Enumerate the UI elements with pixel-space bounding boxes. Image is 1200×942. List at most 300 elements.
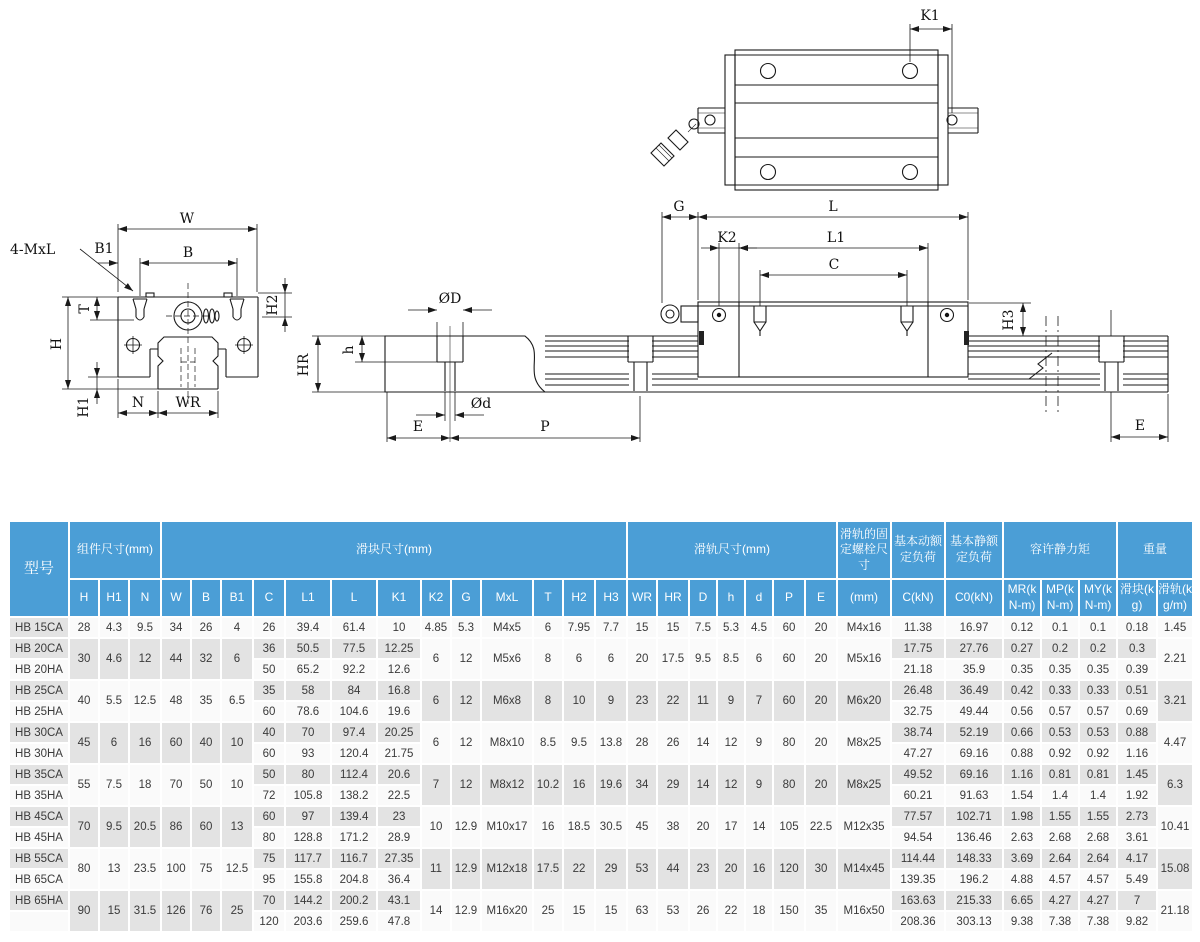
spec-cell: 20 [805, 680, 837, 722]
dim-label-l1: L1 [826, 230, 846, 246]
spec-cell: 23 [377, 806, 421, 827]
spec-cell: 0.35 [1003, 659, 1041, 680]
spec-cell: 163.63 [891, 890, 945, 911]
spec-cell: 29 [657, 764, 689, 806]
spec-cell: 1.16 [1117, 743, 1157, 764]
spec-cell: 23.5 [129, 848, 161, 890]
column-header: T [533, 579, 563, 617]
spec-cell: 17 [717, 806, 745, 848]
column-header: C0(kN) [945, 579, 1003, 617]
spec-cell: 13 [99, 848, 129, 890]
column-header: H3 [595, 579, 627, 617]
spec-cell: 0.88 [1117, 722, 1157, 743]
spec-cell: 0.51 [1117, 680, 1157, 701]
spec-cell: 7.38 [1079, 911, 1117, 932]
column-header: L1 [285, 579, 331, 617]
spec-cell: 9 [595, 680, 627, 722]
spec-cell: 23 [627, 680, 657, 722]
spec-cell: 10 [221, 722, 253, 764]
spec-cell: 14 [689, 764, 717, 806]
spec-cell: 49.52 [891, 764, 945, 785]
spec-cell: 49.44 [945, 701, 1003, 722]
spec-cell: 15 [627, 617, 657, 638]
spec-cell: 32 [191, 638, 221, 680]
spec-table [8, 520, 1194, 933]
spec-cell: 84 [331, 680, 377, 701]
column-header: H2 [563, 579, 595, 617]
spec-cell: 15 [99, 890, 129, 932]
dim-label-b: B [182, 245, 194, 261]
spec-cell: 0.66 [1003, 722, 1041, 743]
spec-cell: 19.6 [377, 701, 421, 722]
dim-label-p: P [540, 419, 550, 435]
spec-cell: 4.5 [745, 617, 773, 638]
spec-cell: M16x20 [481, 890, 533, 932]
model-cell: HB 20CA [9, 638, 69, 659]
spec-cell: 12 [717, 764, 745, 806]
dim-label-k1: K1 [920, 8, 940, 24]
model-cell: HB 20HA [9, 659, 69, 680]
model-cell: HB 65CA [9, 869, 69, 890]
spec-cell: 2.73 [1117, 806, 1157, 827]
spec-cell: 0.18 [1117, 617, 1157, 638]
spec-row [9, 722, 1193, 743]
spec-cell: M4x16 [837, 617, 891, 638]
column-header: P [773, 579, 805, 617]
spec-cell: 70 [253, 890, 285, 911]
spec-cell: 77.57 [891, 806, 945, 827]
spec-cell: M6x20 [837, 680, 891, 722]
spec-cell: 6 [421, 722, 451, 764]
spec-cell: 30 [69, 638, 99, 680]
column-header: MxL [481, 579, 533, 617]
spec-cell: 72 [253, 785, 285, 806]
spec-cell: 2.63 [1003, 827, 1041, 848]
spec-cell: 97.4 [331, 722, 377, 743]
dim-label-h: H [49, 337, 65, 351]
spec-cell: 128.8 [285, 827, 331, 848]
spec-cell: 1.55 [1079, 806, 1117, 827]
spec-cell: 0.1 [1079, 617, 1117, 638]
spec-cell: 12.9 [451, 848, 481, 890]
dim-label-t: T [77, 304, 93, 314]
dim-label-g: G [673, 199, 685, 215]
spec-cell: 13 [221, 806, 253, 848]
spec-cell: 80 [285, 764, 331, 785]
rail-weight-cell: 2.21 [1157, 638, 1193, 680]
column-header: K2 [421, 579, 451, 617]
spec-cell: 28 [627, 722, 657, 764]
spec-row [9, 848, 1193, 869]
spec-cell: 22 [657, 680, 689, 722]
spec-cell: 4.57 [1041, 869, 1079, 890]
group-header-bolt: 滑轨的固定螺栓尺寸 [837, 521, 891, 579]
spec-cell: M8x25 [837, 722, 891, 764]
spec-cell: 9.5 [563, 722, 595, 764]
spec-cell: 70 [285, 722, 331, 743]
spec-cell: 8 [533, 638, 563, 680]
spec-cell: 26 [253, 617, 285, 638]
column-header: d [745, 579, 773, 617]
spec-row [9, 680, 1193, 701]
spec-cell: 38 [657, 806, 689, 848]
spec-cell: 4.6 [99, 638, 129, 680]
spec-cell: 55 [69, 764, 99, 806]
spec-cell: 44 [161, 638, 191, 680]
model-cell: HB 65HA [9, 890, 69, 911]
spec-cell: 38.74 [891, 722, 945, 743]
spec-cell: 36.49 [945, 680, 1003, 701]
spec-cell: 90 [69, 890, 99, 932]
model-cell: HB 35CA [9, 764, 69, 785]
spec-cell: 93 [285, 743, 331, 764]
column-header: (mm) [837, 579, 891, 617]
dim-label-dd: Ød [470, 396, 492, 412]
spec-cell: 4.88 [1003, 869, 1041, 890]
column-header: N [129, 579, 161, 617]
spec-cell: 16.97 [945, 617, 1003, 638]
spec-cell: 39.4 [285, 617, 331, 638]
spec-cell: 80 [773, 764, 805, 806]
spec-cell: 204.8 [331, 869, 377, 890]
spec-cell: 50.5 [285, 638, 331, 659]
spec-cell: M12x18 [481, 848, 533, 890]
spec-cell: 52.19 [945, 722, 1003, 743]
spec-cell: 12 [129, 638, 161, 680]
spec-cell: 22 [563, 848, 595, 890]
spec-cell: 0.2 [1079, 638, 1117, 659]
spec-cell: 63 [627, 890, 657, 932]
spec-cell: 7.95 [563, 617, 595, 638]
spec-cell: 21.18 [891, 659, 945, 680]
spec-cell: 8 [533, 680, 563, 722]
dim-label-h3: H3 [1001, 309, 1017, 331]
spec-cell: 0.33 [1041, 680, 1079, 701]
column-header: G [451, 579, 481, 617]
model-cell: HB 15CA [9, 617, 69, 638]
spec-cell: M4x5 [481, 617, 533, 638]
column-header: HR [657, 579, 689, 617]
spec-cell: 35 [191, 680, 221, 722]
dim-label-n: N [131, 395, 145, 411]
spec-cell: 4.57 [1079, 869, 1117, 890]
spec-cell: 60 [773, 638, 805, 680]
spec-cell: 10 [421, 806, 451, 848]
spec-cell: 6 [533, 617, 563, 638]
spec-cell: 6 [563, 638, 595, 680]
spec-cell: 18 [745, 890, 773, 932]
model-cell: HB 55CA [9, 848, 69, 869]
column-header: h [717, 579, 745, 617]
spec-cell: 7.5 [99, 764, 129, 806]
spec-cell: 120 [253, 911, 285, 932]
spec-cell: 11.38 [891, 617, 945, 638]
spec-cell: 0.53 [1079, 722, 1117, 743]
spec-cell: 200.2 [331, 890, 377, 911]
spec-cell: 6 [421, 680, 451, 722]
column-header: B1 [221, 579, 253, 617]
spec-cell: 75 [191, 848, 221, 890]
spec-cell: 100 [161, 848, 191, 890]
spec-cell: 60 [253, 743, 285, 764]
spec-cell: 12 [451, 638, 481, 680]
spec-cell: 80 [69, 848, 99, 890]
spec-cell: 28 [69, 617, 99, 638]
spec-cell: 20 [805, 617, 837, 638]
column-header: W [161, 579, 191, 617]
spec-cell: 5.49 [1117, 869, 1157, 890]
spec-cell: 0.3 [1117, 638, 1157, 659]
spec-cell: M12x35 [837, 806, 891, 848]
spec-cell: 60 [253, 701, 285, 722]
spec-cell: 144.2 [285, 890, 331, 911]
spec-cell: 26 [191, 617, 221, 638]
model-column-header: 型号 [9, 521, 69, 617]
spec-cell: 0.12 [1003, 617, 1041, 638]
spec-cell: 36 [253, 638, 285, 659]
spec-cell: 10.2 [533, 764, 563, 806]
group-header-static-load: 基本静额定负荷 [945, 521, 1003, 579]
spec-cell: 136.46 [945, 827, 1003, 848]
group-header-dynamic-load: 基本动额定负荷 [891, 521, 945, 579]
spec-cell: 1.4 [1079, 785, 1117, 806]
spec-cell: 60 [161, 722, 191, 764]
spec-cell: 20 [805, 764, 837, 806]
spec-cell: 2.68 [1041, 827, 1079, 848]
spec-cell: 215.33 [945, 890, 1003, 911]
spec-cell: 28.9 [377, 827, 421, 848]
spec-cell: 53 [627, 848, 657, 890]
dim-label-b1: B1 [94, 241, 114, 257]
spec-cell: 16 [129, 722, 161, 764]
dim-label-hr: HR [296, 353, 312, 377]
rail-weight-cell: 6.3 [1157, 764, 1193, 806]
spec-cell: 0.35 [1041, 659, 1079, 680]
grease-nipple-side-icon [661, 305, 698, 323]
spec-cell: 18 [129, 764, 161, 806]
spec-cell: 105 [773, 806, 805, 848]
spec-cell: 26 [657, 722, 689, 764]
model-cell: HB 45CA [9, 806, 69, 827]
spec-cell: 0.35 [1079, 659, 1117, 680]
spec-cell: 18.5 [563, 806, 595, 848]
spec-cell: 35.9 [945, 659, 1003, 680]
spec-cell: 120 [773, 848, 805, 890]
spec-cell: 138.2 [331, 785, 377, 806]
spec-cell: 60 [253, 806, 285, 827]
group-header-weight: 重量 [1117, 521, 1193, 579]
spec-cell: 35 [253, 680, 285, 701]
spec-cell: 0.39 [1117, 659, 1157, 680]
spec-cell: 259.6 [331, 911, 377, 932]
spec-cell: 60 [191, 806, 221, 848]
spec-cell: 0.2 [1041, 638, 1079, 659]
dim-label-w: W [179, 211, 195, 227]
spec-row [9, 617, 1193, 638]
spec-cell: 8.5 [533, 722, 563, 764]
spec-cell: 6 [745, 638, 773, 680]
spec-cell: 20 [805, 638, 837, 680]
dim-label-k2: K2 [717, 230, 737, 246]
spec-cell: 86 [161, 806, 191, 848]
model-cell: HB 30HA [9, 743, 69, 764]
model-cell [9, 911, 69, 932]
column-header: L [331, 579, 377, 617]
spec-cell: 23 [689, 848, 717, 890]
spec-cell: 9.5 [689, 638, 717, 680]
spec-cell: 12.5 [129, 680, 161, 722]
spec-cell: 95 [253, 869, 285, 890]
spec-cell: 7 [745, 680, 773, 722]
spec-cell: 20.6 [377, 764, 421, 785]
spec-cell: 1.45 [1117, 764, 1157, 785]
spec-cell: 117.7 [285, 848, 331, 869]
spec-cell: M5x16 [837, 638, 891, 680]
column-header: B [191, 579, 221, 617]
spec-cell: 139.4 [331, 806, 377, 827]
spec-cell: 4 [221, 617, 253, 638]
spec-cell: 9 [745, 722, 773, 764]
rail-weight-cell: 3.21 [1157, 680, 1193, 722]
spec-cell: 47.8 [377, 911, 421, 932]
spec-cell: 75 [253, 848, 285, 869]
spec-cell: 105.8 [285, 785, 331, 806]
model-cell: HB 45HA [9, 827, 69, 848]
spec-cell: 15 [595, 890, 627, 932]
spec-cell: M8x12 [481, 764, 533, 806]
spec-cell: 25 [221, 890, 253, 932]
dim-label-e-rail: E [412, 419, 424, 435]
spec-cell: 12 [451, 680, 481, 722]
dim-label-wr: WR [175, 395, 201, 411]
spec-cell: 171.2 [331, 827, 377, 848]
column-header: MR(kN-m) [1003, 579, 1041, 617]
spec-cell: 19.6 [595, 764, 627, 806]
spec-cell: 4.27 [1079, 890, 1117, 911]
spec-cell: 1.98 [1003, 806, 1041, 827]
spec-cell: 14 [689, 722, 717, 764]
spec-cell: 5.3 [717, 617, 745, 638]
spec-row [9, 764, 1193, 785]
dim-label-h2: H2 [265, 294, 281, 316]
spec-cell: 30.5 [595, 806, 627, 848]
spec-cell: 4.85 [421, 617, 451, 638]
spec-cell: 20.5 [129, 806, 161, 848]
spec-cell: 7.7 [595, 617, 627, 638]
spec-cell: 12 [451, 764, 481, 806]
spec-cell: 5.5 [99, 680, 129, 722]
rail-weight-cell: 10.41 [1157, 806, 1193, 848]
group-header-moment: 容许静力矩 [1003, 521, 1117, 579]
group-header-assembly: 组件尺寸(mm) [69, 521, 161, 579]
spec-cell: 30 [805, 848, 837, 890]
spec-cell: 9.82 [1117, 911, 1157, 932]
spec-cell: 120.4 [331, 743, 377, 764]
spec-cell: 0.53 [1041, 722, 1079, 743]
spec-cell: 45 [627, 806, 657, 848]
spec-cell: 0.56 [1003, 701, 1041, 722]
spec-cell: 196.2 [945, 869, 1003, 890]
spec-cell: 35 [805, 890, 837, 932]
spec-cell: 65.2 [285, 659, 331, 680]
dim-label-4mxl: 4-MxL [10, 242, 56, 258]
spec-cell: 13.8 [595, 722, 627, 764]
spec-cell: 12.6 [377, 659, 421, 680]
spec-cell: 34 [161, 617, 191, 638]
spec-cell: 60 [773, 617, 805, 638]
dim-label-dD: ØD [438, 291, 462, 307]
spec-cell: 10 [377, 617, 421, 638]
spec-cell: 94.54 [891, 827, 945, 848]
spec-cell: 0.57 [1079, 701, 1117, 722]
spec-cell: 0.92 [1079, 743, 1117, 764]
spec-cell: 7 [1117, 890, 1157, 911]
spec-cell: 48 [161, 680, 191, 722]
spec-cell: 148.33 [945, 848, 1003, 869]
spec-cell: 4.3 [99, 617, 129, 638]
spec-cell: 9.38 [1003, 911, 1041, 932]
spec-cell: 53 [657, 890, 689, 932]
spec-cell: M6x8 [481, 680, 533, 722]
spec-cell: M16x50 [837, 890, 891, 932]
spec-cell: 11 [421, 848, 451, 890]
spec-cell: 0.1 [1041, 617, 1079, 638]
spec-cell: 45 [69, 722, 99, 764]
spec-cell: 20 [717, 848, 745, 890]
spec-cell: 26.48 [891, 680, 945, 701]
spec-cell: 7 [421, 764, 451, 806]
spec-cell: 14 [421, 890, 451, 932]
column-header: 滑块(kg) [1117, 579, 1157, 617]
spec-cell: 0.33 [1079, 680, 1117, 701]
spec-cell: 150 [773, 890, 805, 932]
spec-cell: 6.5 [221, 680, 253, 722]
spec-cell: 20 [627, 638, 657, 680]
top-view-drawing [651, 8, 978, 190]
spec-cell: 114.44 [891, 848, 945, 869]
spec-cell: 17.5 [533, 848, 563, 890]
spec-cell: 16 [745, 848, 773, 890]
spec-cell: 20 [805, 722, 837, 764]
model-cell: HB 30CA [9, 722, 69, 743]
spec-cell: 12.9 [451, 806, 481, 848]
spec-cell: 0.57 [1041, 701, 1079, 722]
rail-section-drawing [296, 291, 640, 442]
spec-cell: 58 [285, 680, 331, 701]
spec-cell: M10x17 [481, 806, 533, 848]
spec-row [9, 638, 1193, 659]
spec-cell: 1.16 [1003, 764, 1041, 785]
spec-cell: 20.25 [377, 722, 421, 743]
spec-cell: 10 [563, 680, 595, 722]
side-view-drawing [545, 199, 1168, 442]
spec-cell: 31.5 [129, 890, 161, 932]
spec-cell: M14x45 [837, 848, 891, 890]
spec-cell: 155.8 [285, 869, 331, 890]
spec-cell: 2.68 [1079, 827, 1117, 848]
column-header: WR [627, 579, 657, 617]
spec-cell: 14 [745, 806, 773, 848]
spec-cell: 6.65 [1003, 890, 1041, 911]
spec-cell: 9.5 [129, 617, 161, 638]
spec-cell: 69.16 [945, 743, 1003, 764]
spec-cell: 7.38 [1041, 911, 1079, 932]
spec-cell: 11 [689, 680, 717, 722]
spec-cell: 3.61 [1117, 827, 1157, 848]
spec-cell: 0.92 [1041, 743, 1079, 764]
spec-cell: 126 [161, 890, 191, 932]
spec-cell: 0.88 [1003, 743, 1041, 764]
